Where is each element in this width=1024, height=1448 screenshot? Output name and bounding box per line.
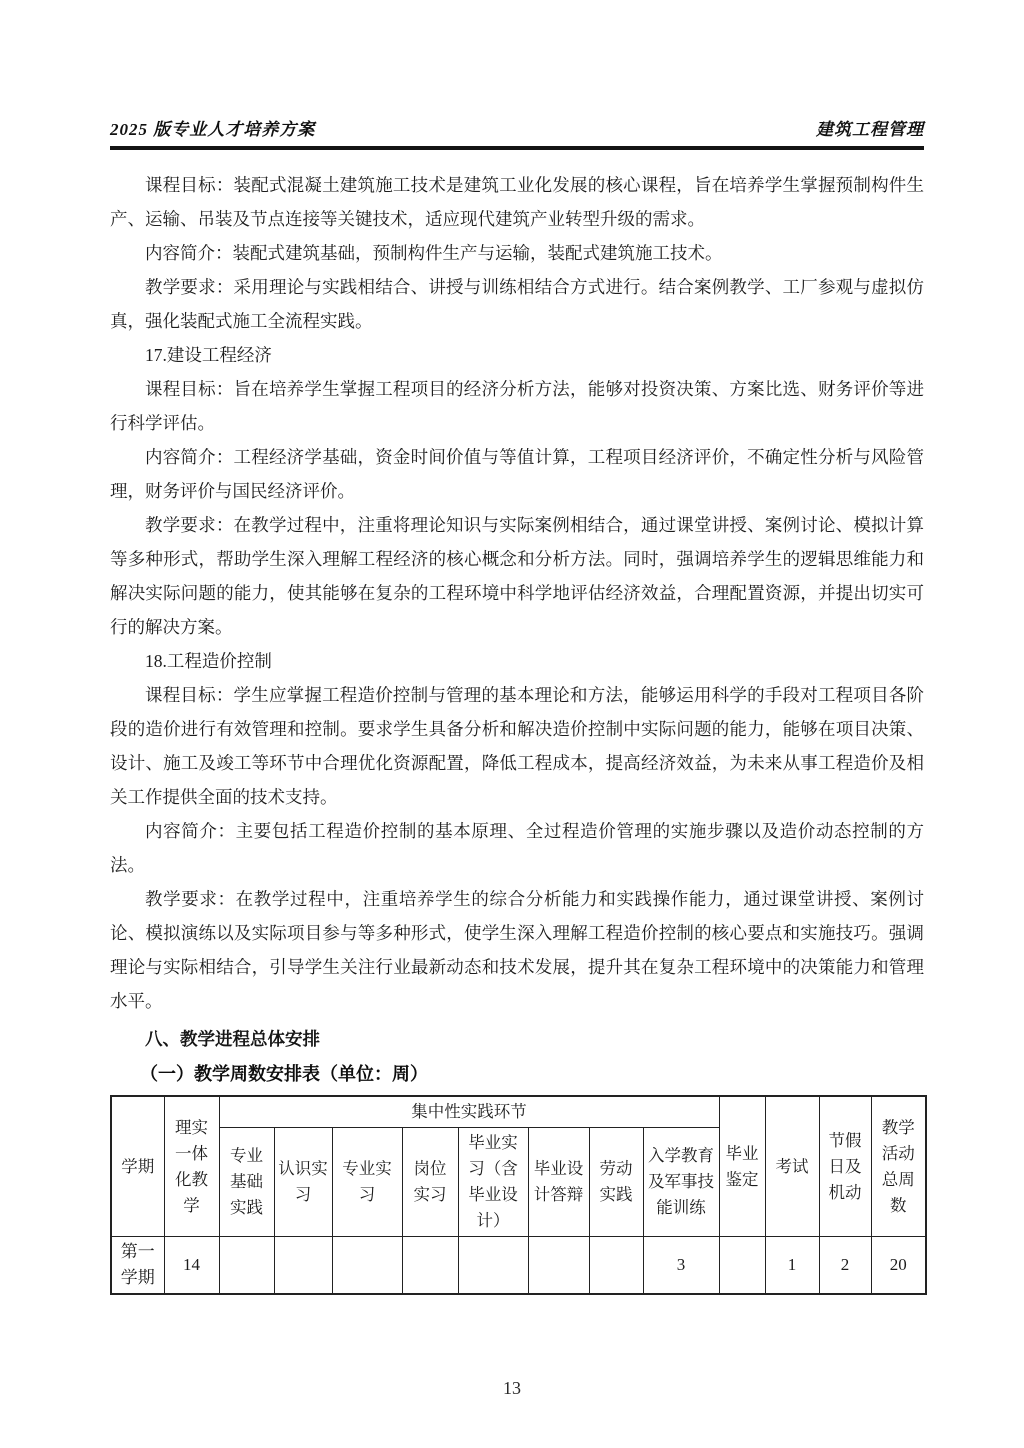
- document-body: [110, 168, 924, 1018]
- header-cell-professional-basic-practice: 专业基础实践: [219, 1128, 274, 1237]
- cell-post-internship: [402, 1237, 458, 1295]
- page-header: [110, 115, 924, 140]
- header-major-title: 建筑工程管理: [816, 120, 924, 139]
- table-title-teaching-weeks: （一）教学周数安排表（单位：周）: [140, 1064, 428, 1084]
- header-cell-exam: 考试: [765, 1096, 819, 1237]
- heading-course-18: 18.工程造价控制: [145, 651, 272, 671]
- teaching-weeks-table: [110, 1095, 927, 1295]
- header-divider: [110, 146, 924, 150]
- paragraph-course-objective-17: 课程目标：旨在培养学生掌握工程项目的经济分析方法，能够对投资决策、方案比选、财务评价等进行科学评估。: [110, 379, 924, 433]
- paragraph-course-objective-16: 课程目标：装配式混凝土建筑施工技术是建筑工业化发展的核心课程，旨在培养学生掌握预制构件生产、运输、吊装及节点连接等关键技术，适应现代建筑产业转型升级的需求。: [110, 175, 924, 229]
- cell-semester-label: 第一学期: [111, 1237, 164, 1295]
- header-cell-integrated-teaching: 理实一体化教学: [164, 1096, 219, 1237]
- header-cell-post-internship: 岗位实习: [402, 1128, 458, 1237]
- cell-exam: 1: [765, 1237, 819, 1295]
- header-cell-graduation-internship: 毕业实习（含毕业设计）: [458, 1128, 528, 1237]
- header-cell-total-weeks: 教学活动总周数: [871, 1096, 926, 1237]
- paragraph-content-brief-17: 内容简介：工程经济学基础，资金时间价值与等值计算，工程项目经济评价，不确定性分析与风险管理，财务评价与国民经济评价。: [110, 447, 924, 501]
- cell-professional-basic-practice: [219, 1237, 274, 1295]
- paragraph-content-brief-18: 内容简介：主要包括工程造价控制的基本原理、全过程造价管理的实施步骤以及造价动态控制的方法。: [110, 821, 924, 875]
- cell-holiday-flex: 2: [819, 1237, 871, 1295]
- cell-graduation-internship: [458, 1237, 528, 1295]
- cell-graduation-appraisal: [719, 1237, 765, 1295]
- header-cell-professional-internship: 专业实习: [332, 1128, 402, 1237]
- header-program-title: 2025 版专业人才培养方案: [110, 120, 316, 139]
- header-cell-holiday-flex: 节假日及机动: [819, 1096, 871, 1237]
- header-cell-practice-group: 集中性实践环节: [219, 1096, 719, 1128]
- paragraph-course-objective-18: 课程目标：学生应掌握工程造价控制与管理的基本理论和方法，能够运用科学的手段对工程项目各阶段的造价进行有效管理和控制。要求学生具备分析和解决造价控制中实际问题的能力，能够在项目决策、设计、施工及竣工等环节中合理优化资源配置，降低工程成本，提高经济效益，为未来从事工程造价及相关工作提供全面的技术支持。: [110, 685, 924, 807]
- header-cell-cognition-internship: 认识实习: [274, 1128, 332, 1237]
- paragraph-teaching-req-16: 教学要求：采用理论与实践相结合、讲授与训练相结合方式进行。结合案例教学、工厂参观与虚拟仿真，强化装配式施工全流程实践。: [110, 277, 924, 331]
- header-cell-entrance-military-training: 入学教育及军事技能训练: [643, 1128, 719, 1237]
- header-cell-labor-practice: 劳动实践: [589, 1128, 643, 1237]
- table-row-semester-1: [111, 1237, 926, 1295]
- cell-entrance-military-training: 3: [643, 1237, 719, 1295]
- paragraph-teaching-req-18: 教学要求：在教学过程中，注重培养学生的综合分析能力和实践操作能力，通过课堂讲授、案例讨论、模拟演练以及实际项目参与等多种形式，使学生深入理解工程造价控制的核心要点和实施技巧。强调理论与实际相结合，引导学生关注行业最新动态和技术发展，提升其在复杂工程环境中的决策能力和管理水平。: [110, 889, 924, 1011]
- cell-thesis-defense: [528, 1237, 589, 1295]
- paragraph-content-brief-16: 内容简介：装配式建筑基础，预制构件生产与运输，装配式建筑施工技术。: [145, 243, 723, 263]
- cell-integrated-teaching: 14: [164, 1237, 219, 1295]
- cell-labor-practice: [589, 1237, 643, 1295]
- header-cell-graduation-appraisal: 毕业鉴定: [719, 1096, 765, 1237]
- header-cell-semester: 学期: [111, 1096, 164, 1237]
- cell-professional-internship: [332, 1237, 402, 1295]
- schedule-section: [110, 1026, 924, 1295]
- heading-course-17: 17.建设工程经济: [145, 345, 272, 365]
- cell-cognition-internship: [274, 1237, 332, 1295]
- page-number: 13: [503, 1378, 521, 1398]
- section-heading-overall-arrangement: 八、教学进程总体安排: [145, 1029, 320, 1049]
- cell-total-weeks: 20: [871, 1237, 926, 1295]
- paragraph-teaching-req-17: 教学要求：在教学过程中，注重将理论知识与实际案例相结合，通过课堂讲授、案例讨论、模拟计算等多种形式，帮助学生深入理解工程经济的核心概念和分析方法。同时，强调培养学生的逻辑思维能力和解决实际问题的能力，使其能够在复杂的工程环境中科学地评估经济效益，合理配置资源，并提出切实可行的解决方案。: [110, 515, 924, 637]
- header-cell-thesis-defense: 毕业设计答辩: [528, 1128, 589, 1237]
